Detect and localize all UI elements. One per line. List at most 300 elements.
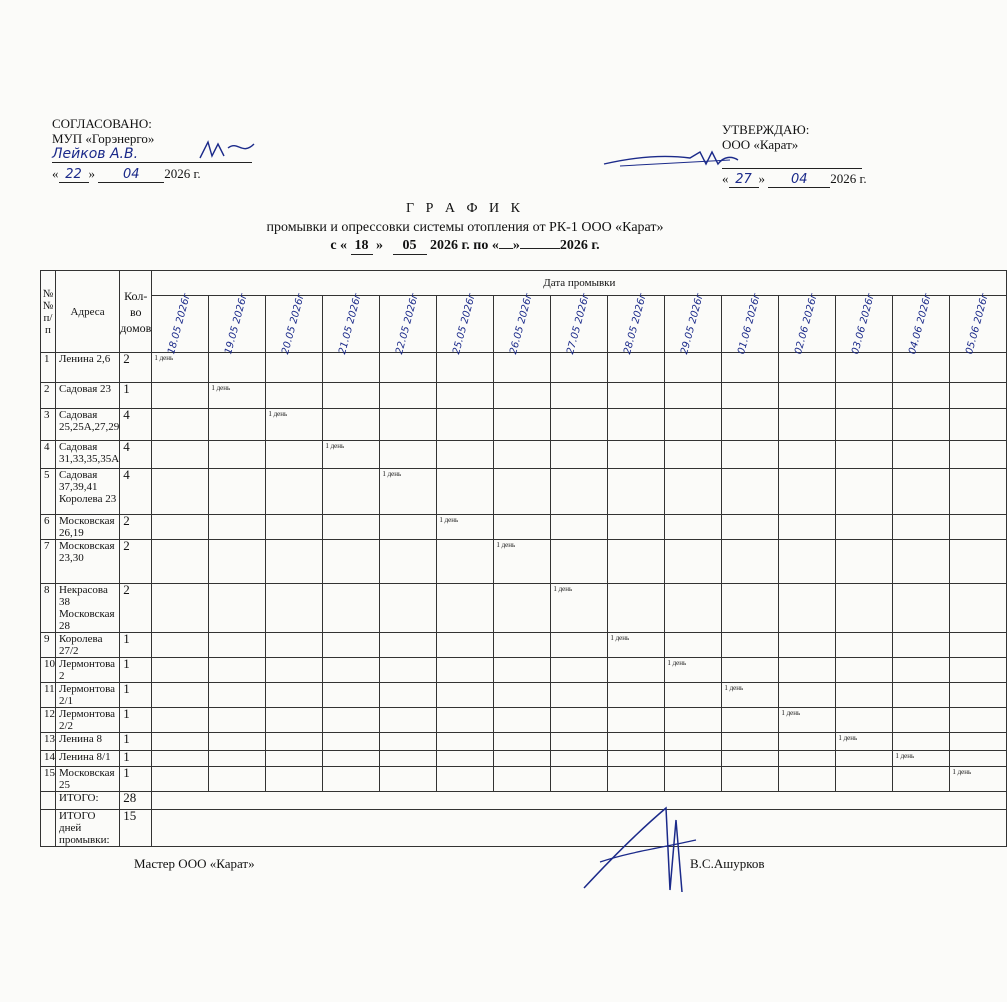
schedule-cell: [437, 733, 494, 751]
approval-left-label: СОГЛАСОВАНО:: [52, 116, 152, 131]
date-handwritten: [608, 292, 664, 356]
schedule-cell: [152, 767, 209, 792]
period-from-year: 2026 г. по «: [430, 238, 499, 253]
table-row: [41, 515, 1007, 540]
schedule-cell: [665, 515, 722, 540]
schedule-cell: [722, 383, 779, 409]
schedule-cell: [665, 767, 722, 792]
row-address: Королева 27/2: [56, 633, 120, 658]
schedule-cell: [266, 469, 323, 515]
schedule-cell: [437, 751, 494, 767]
day-mark: 1 день: [838, 734, 858, 742]
schedule-cell: [608, 409, 665, 441]
day-mark: 1 день: [382, 470, 402, 478]
schedule-cell: [152, 469, 209, 515]
schedule-cell: [893, 733, 950, 751]
signature-scribble-footer: [580, 800, 700, 900]
schedule-cell: [779, 383, 836, 409]
total-row: [41, 792, 1007, 810]
schedule-cell: [836, 584, 893, 633]
schedule-cell: [209, 633, 266, 658]
approval-left-month: 04: [98, 167, 164, 183]
schedule-cell: [494, 409, 551, 441]
row-number: 12: [41, 708, 56, 733]
date-header-4: [323, 292, 380, 356]
total-days-empty: [41, 810, 56, 847]
schedule-cell: [437, 633, 494, 658]
schedule-cell: [266, 708, 323, 733]
schedule-cell: [608, 515, 665, 540]
row-house-count: 1: [120, 683, 152, 708]
doc-subtitle: промывки и опрессовки системы отопления от РК-1 ООО «Карат»: [266, 220, 664, 235]
schedule-cell: [209, 751, 266, 767]
day-mark: 1 день: [553, 585, 573, 593]
schedule-cell: [266, 683, 323, 708]
date-header-14: [893, 292, 950, 356]
schedule-cell: [665, 441, 722, 469]
total-label: ИТОГО:: [56, 792, 120, 810]
schedule-cell: [950, 708, 1007, 733]
schedule-cell: [950, 733, 1007, 751]
approval-right-month: 04: [768, 172, 830, 188]
row-number: 15: [41, 767, 56, 792]
schedule-cell: [437, 683, 494, 708]
table-row: [41, 441, 1007, 469]
schedule-cell: [836, 658, 893, 683]
schedule-cell: [722, 409, 779, 441]
table-row: [41, 633, 1007, 658]
date-header-5: [380, 292, 437, 356]
schedule-cell: [665, 353, 722, 383]
date-header-10: [665, 292, 722, 356]
schedule-cell: [608, 708, 665, 733]
row-house-count: 2: [120, 515, 152, 540]
schedule-cell: [950, 540, 1007, 584]
date-handwritten: [266, 292, 322, 356]
schedule-cell: [665, 658, 722, 683]
date-header-row: [41, 296, 1007, 353]
date-label: 21.05 2026г: [337, 292, 365, 356]
schedule-cell: [209, 540, 266, 584]
date-handwritten: [779, 292, 835, 356]
period-to-month: [520, 248, 560, 249]
date-label: 20.05 2026г: [280, 292, 308, 356]
schedule-cell: [380, 767, 437, 792]
schedule-cell: [152, 540, 209, 584]
row-number: 9: [41, 633, 56, 658]
day-mark: 1 день: [325, 442, 345, 450]
schedule-cell: [950, 751, 1007, 767]
date-handwritten: [665, 292, 721, 356]
schedule-cell: [665, 633, 722, 658]
schedule-cell: [893, 767, 950, 792]
date-header-15: [950, 292, 1007, 356]
schedule-cell: [665, 409, 722, 441]
schedule-cell: [380, 409, 437, 441]
date-label: 05.06 2026г: [964, 292, 992, 356]
period-to-year: 2026 г.: [559, 238, 600, 253]
schedule-cell: [608, 633, 665, 658]
total-days-label: ИТОГО дней промывки:: [56, 810, 120, 847]
schedule-cell: [608, 733, 665, 751]
schedule-cell: [494, 658, 551, 683]
row-house-count: 4: [120, 409, 152, 441]
schedule-cell: [494, 751, 551, 767]
date-label: 18.05 2026г: [166, 292, 194, 356]
schedule-cell: [722, 658, 779, 683]
schedule-cell: [779, 767, 836, 792]
col-count-header: Кол-во домов: [120, 271, 152, 353]
schedule-cell: [494, 441, 551, 469]
row-number: 4: [41, 441, 56, 469]
schedule-cell: [836, 515, 893, 540]
schedule-cell: [266, 633, 323, 658]
schedule-cell: [665, 584, 722, 633]
schedule-cell: [494, 383, 551, 409]
schedule-cell: [380, 733, 437, 751]
schedule-cell: [494, 515, 551, 540]
table-row: [41, 469, 1007, 515]
approval-right-org: ООО «Карат»: [722, 137, 799, 152]
schedule-cell: [665, 469, 722, 515]
period-from-sep: »: [376, 238, 384, 253]
schedule-cell: [779, 708, 836, 733]
schedule-cell: [836, 751, 893, 767]
schedule-cell: [209, 515, 266, 540]
schedule-cell: [722, 633, 779, 658]
schedule-cell: [266, 383, 323, 409]
schedule-cell: [608, 383, 665, 409]
schedule-cell: [551, 767, 608, 792]
schedule-cell: [437, 708, 494, 733]
row-address: Садовая 31,33,35,35А: [56, 441, 120, 469]
schedule-cell: [665, 733, 722, 751]
date-header-8: [551, 292, 608, 356]
schedule-cell: [323, 658, 380, 683]
row-number: 13: [41, 733, 56, 751]
schedule-cell: [152, 683, 209, 708]
row-house-count: 2: [120, 584, 152, 633]
date-header-7: [494, 292, 551, 356]
schedule-cell: [266, 658, 323, 683]
schedule-cell: [380, 751, 437, 767]
schedule-cell: [380, 683, 437, 708]
schedule-cell: [152, 733, 209, 751]
schedule-cell: [323, 584, 380, 633]
schedule-cell: [266, 353, 323, 383]
schedule-cell: [494, 353, 551, 383]
total-empty: [41, 792, 56, 810]
schedule-cell: [437, 383, 494, 409]
schedule-cell: [779, 751, 836, 767]
schedule-cell: [551, 383, 608, 409]
schedule-cell: [380, 708, 437, 733]
row-number: 5: [41, 469, 56, 515]
schedule-cell: [665, 751, 722, 767]
row-number: 7: [41, 540, 56, 584]
day-mark: 1 день: [211, 384, 231, 392]
schedule-cell: [209, 383, 266, 409]
total-value: 28: [120, 792, 152, 810]
row-number: 2: [41, 383, 56, 409]
schedule-cell: [437, 353, 494, 383]
schedule-cell: [608, 353, 665, 383]
schedule-cell: [836, 353, 893, 383]
day-mark: 1 день: [610, 634, 630, 642]
row-house-count: 2: [120, 540, 152, 584]
row-address: Лермонтова 2: [56, 658, 120, 683]
schedule-cell: [893, 515, 950, 540]
schedule-cell: [779, 353, 836, 383]
schedule-cell: [494, 633, 551, 658]
schedule-cell: [893, 633, 950, 658]
schedule-cell: [551, 515, 608, 540]
row-house-count: 1: [120, 658, 152, 683]
schedule-cell: [893, 409, 950, 441]
schedule-cell: [209, 584, 266, 633]
schedule-cell: [437, 409, 494, 441]
schedule-cell: [209, 658, 266, 683]
date-handwritten: [494, 292, 550, 356]
date-header-6: [437, 292, 494, 356]
schedule-cell: [950, 683, 1007, 708]
schedule-cell: [494, 708, 551, 733]
schedule-cell: [779, 683, 836, 708]
row-address: Лермонтова 2/1: [56, 683, 120, 708]
table-row: [41, 584, 1007, 633]
day-mark: 1 день: [781, 709, 801, 717]
signature-scribble-left: [198, 138, 258, 162]
schedule-cell: [836, 469, 893, 515]
schedule-cell: [380, 584, 437, 633]
schedule-cell: [494, 584, 551, 633]
schedule-cell: [665, 683, 722, 708]
schedule-cell: [323, 683, 380, 708]
date-handwritten: [209, 292, 265, 356]
schedule-cell: [551, 658, 608, 683]
table-row: [41, 409, 1007, 441]
schedule-cell: [893, 469, 950, 515]
schedule-cell: [950, 469, 1007, 515]
schedule-cell: [836, 383, 893, 409]
approval-right-date: [722, 171, 867, 188]
row-house-count: 1: [120, 383, 152, 409]
row-house-count: 4: [120, 469, 152, 515]
date-label: 25.05 2026г: [451, 292, 479, 356]
schedule-cell: [209, 683, 266, 708]
schedule-cell: [437, 540, 494, 584]
date-handwritten: [722, 292, 778, 356]
row-address: Лермонтова 2/2: [56, 708, 120, 733]
schedule-cell: [152, 441, 209, 469]
row-number: 1: [41, 353, 56, 383]
schedule-cell: [152, 658, 209, 683]
schedule-cell: [836, 441, 893, 469]
schedule-cell: [836, 767, 893, 792]
schedule-cell: [893, 683, 950, 708]
schedule-cell: [152, 515, 209, 540]
period-from-month: 05: [393, 238, 427, 255]
date-label: 29.05 2026г: [679, 292, 707, 356]
date-handwritten: [893, 292, 949, 356]
date-header-2: [209, 292, 266, 356]
schedule-cell: [437, 584, 494, 633]
approval-left-day: 22: [59, 167, 89, 183]
schedule-cell: [323, 733, 380, 751]
approval-left-signature-line: [52, 146, 252, 164]
schedule-cell: [893, 540, 950, 584]
schedule-cell: [893, 353, 950, 383]
date-handwritten: [551, 292, 607, 356]
schedule-cell: [836, 683, 893, 708]
schedule-cell: [209, 767, 266, 792]
row-number: 8: [41, 584, 56, 633]
table-row: [41, 383, 1007, 409]
day-mark: 1 день: [439, 516, 459, 524]
schedule-cell: [380, 383, 437, 409]
schedule-cell: [266, 540, 323, 584]
period-to-day: [499, 248, 513, 249]
schedule-cell: [608, 441, 665, 469]
schedule-cell: [836, 708, 893, 733]
date-header-11: [722, 292, 779, 356]
schedule-cell: [152, 751, 209, 767]
schedule-cell: [893, 383, 950, 409]
schedule-cell: [665, 540, 722, 584]
day-mark: 1 день: [895, 752, 915, 760]
table-row: [41, 658, 1007, 683]
row-address: Ленина 8: [56, 733, 120, 751]
row-address: Московская 26,19: [56, 515, 120, 540]
schedule-cell: [779, 540, 836, 584]
table-row: [41, 353, 1007, 383]
schedule-cell: [551, 633, 608, 658]
period-to-sep: »: [512, 238, 520, 253]
row-number: 6: [41, 515, 56, 540]
schedule-cell: [893, 441, 950, 469]
schedule-cell: [551, 708, 608, 733]
schedule-cell: [437, 515, 494, 540]
schedule-cell: [893, 584, 950, 633]
schedule-cell: [494, 683, 551, 708]
schedule-cell: [551, 469, 608, 515]
schedule-cell: [437, 767, 494, 792]
schedule-cell: [494, 540, 551, 584]
schedule-cell: [836, 633, 893, 658]
approval-right: [722, 122, 867, 188]
day-mark: 1 день: [952, 768, 972, 776]
row-number: 3: [41, 409, 56, 441]
schedule-cell: [722, 584, 779, 633]
row-address: Московская 23,30: [56, 540, 120, 584]
schedule-cell: [266, 733, 323, 751]
schedule-cell: [380, 441, 437, 469]
schedule-cell: [950, 383, 1007, 409]
schedule-cell: [722, 469, 779, 515]
date-label: 04.06 2026г: [907, 292, 935, 356]
row-house-count: 4: [120, 441, 152, 469]
date-quote-open: «: [722, 171, 729, 186]
row-house-count: 1: [120, 733, 152, 751]
approval-right-label: УТВЕРЖДАЮ:: [722, 122, 810, 137]
schedule-cell: [950, 584, 1007, 633]
day-mark: 1 день: [724, 684, 744, 692]
schedule-cell: [608, 767, 665, 792]
schedule-cell: [152, 633, 209, 658]
schedule-cell: [152, 409, 209, 441]
schedule-cell: [323, 515, 380, 540]
footer-position: Мастер ООО «Карат»: [134, 856, 255, 871]
table-row: [41, 683, 1007, 708]
schedule-cell: [266, 751, 323, 767]
schedule-cell: [551, 733, 608, 751]
schedule-cell: [380, 515, 437, 540]
schedule-cell: [209, 441, 266, 469]
row-number: 10: [41, 658, 56, 683]
date-label: 19.05 2026г: [223, 292, 251, 356]
table-row: [41, 733, 1007, 751]
schedule-cell: [437, 441, 494, 469]
day-mark: 1 день: [496, 541, 516, 549]
schedule-cell: [893, 708, 950, 733]
day-mark: 1 день: [667, 659, 687, 667]
date-handwritten: [437, 292, 493, 356]
date-handwritten: [836, 292, 892, 356]
schedule-cell: [779, 584, 836, 633]
col-address-header: Адреса: [56, 271, 120, 353]
schedule-cell: [950, 658, 1007, 683]
schedule-cell: [266, 409, 323, 441]
schedule-cell: [323, 353, 380, 383]
schedule-cell: [323, 540, 380, 584]
schedule-cell: [722, 441, 779, 469]
day-mark: 1 день: [268, 410, 288, 418]
date-label: 22.05 2026г: [394, 292, 422, 356]
schedule-cell: [950, 515, 1007, 540]
schedule-cell: [323, 633, 380, 658]
period-from-day: 18: [351, 238, 373, 255]
schedule-cell: [779, 469, 836, 515]
schedule-cell: [209, 469, 266, 515]
schedule-cell: [323, 751, 380, 767]
doc-period: [0, 238, 930, 255]
schedule-cell: [950, 633, 1007, 658]
schedule-cell: [323, 469, 380, 515]
schedule-cell: [494, 469, 551, 515]
schedule-cell: [380, 469, 437, 515]
schedule-rows: [41, 353, 1007, 792]
schedule-cell: [608, 751, 665, 767]
date-quote-open: «: [52, 166, 59, 181]
schedule-cell: [665, 708, 722, 733]
row-address: Ленина 2,6: [56, 353, 120, 383]
row-house-count: 1: [120, 767, 152, 792]
total-days-value: 15: [120, 810, 152, 847]
schedule-cell: [779, 409, 836, 441]
date-header-12: [779, 292, 836, 356]
row-address: Московская 25: [56, 767, 120, 792]
table-row: [41, 767, 1007, 792]
date-header-1: [152, 292, 209, 356]
period-from-prefix: с «: [330, 238, 348, 253]
row-address: Садовая 25,25А,27,29: [56, 409, 120, 441]
schedule-cell: [551, 540, 608, 584]
schedule-cell: [722, 683, 779, 708]
schedule-cell: [722, 767, 779, 792]
schedule-cell: [836, 733, 893, 751]
schedule-cell: [266, 515, 323, 540]
row-address: Садовая 37,39,41 Королева 23: [56, 469, 120, 515]
